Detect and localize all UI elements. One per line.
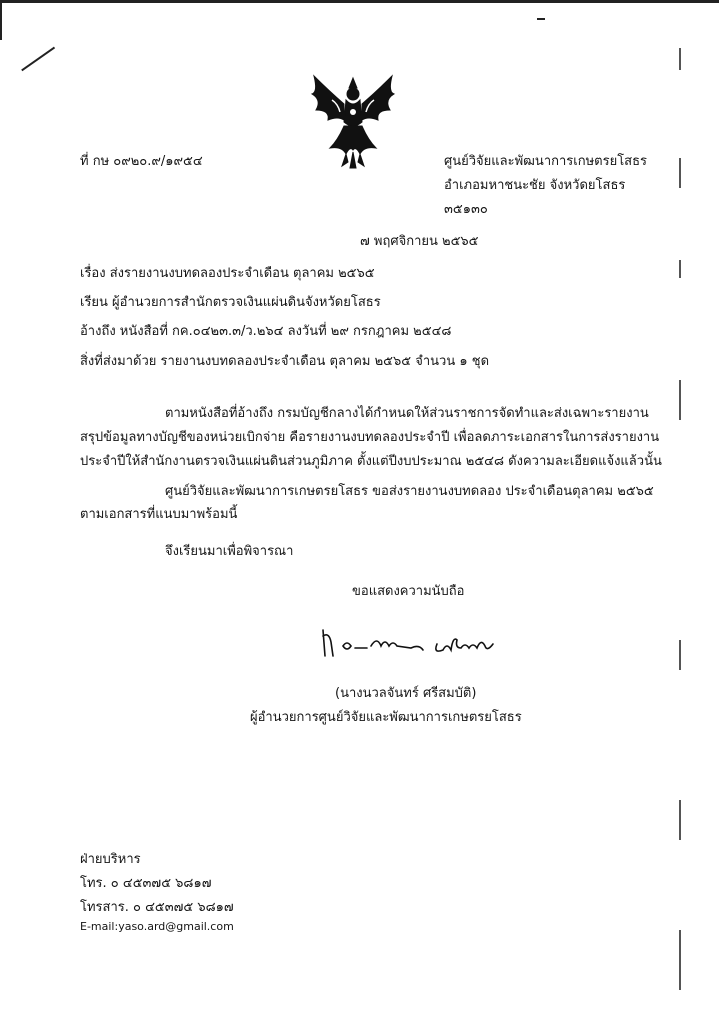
enclosure-line: สิ่งที่ส่งมาด้วย รายงานงบทดลองประจำเดือน ตุลาคม ๒๕๖๕ จำนวน ๑ ชุด — [80, 354, 490, 369]
document-number: ที่ กษ ๐๙๒๐.๙/๑๙๕๔ — [80, 154, 203, 169]
recipient-line: เรียน ผู้อำนวยการสำนักตรวจเงินแผ่นดินจังหวัดยโสธร — [80, 295, 381, 310]
scan-top-border — [0, 0, 719, 3]
sender-name: ศูนย์วิจัยและพัฒนาการเกษตรยโสธร — [444, 154, 648, 169]
scan-right-mark — [679, 48, 681, 70]
garuda-emblem-icon — [308, 70, 398, 170]
body-p1-line1: ตามหนังสือที่อ้างถึง กรมบัญชีกลางได้กำหนดให้ส่วนราชการจัดทำและส่งเฉพาะรายงาน — [165, 406, 649, 421]
sender-postcode: ๓๕๑๓๐ — [444, 202, 488, 217]
body-p1-line2: สรุปข้อมูลทางบัญชีของหน่วยเบิกจ่าย คือรายงานงบทดลองประจำปี เพื่อลดภาระเอกสารในการส่งรายงาน — [80, 430, 660, 445]
document-date: ๗ พฤศจิกายน ๒๕๖๕ — [360, 234, 479, 249]
footer-phone: โทร. ๐ ๔๕๓๗๕ ๖๘๑๗ — [80, 876, 212, 891]
scan-mark — [21, 47, 55, 71]
body-p2-line1: ศูนย์วิจัยและพัฒนาการเกษตรยโสธร ขอส่งรายงานงบทดลอง ประจำเดือนตุลาคม ๒๕๖๕ — [165, 484, 654, 499]
body-p2-line2: ตามเอกสารที่แนบมาพร้อมนี้ — [80, 507, 238, 522]
reference-line: อ้างถึง หนังสือที่ กค.๐๔๒๓.๓/ว.๒๖๔ ลงวันที่ ๒๙ กรกฎาคม ๒๕๔๘ — [80, 324, 452, 339]
scan-left-border — [0, 0, 2, 40]
body-p1-line3: ประจำปีให้สำนักงานตรวจเงินแผ่นดินส่วนภูมิภาค ตั้งแต่ปีงบประมาณ ๒๕๔๘ ดังความละเอียดแจ้งแล้วนั้น — [80, 454, 662, 469]
signer-title: ผู้อำนวยการศูนย์วิจัยและพัฒนาการเกษตรยโสธร — [250, 710, 522, 725]
scan-right-mark — [679, 800, 681, 840]
footer-department: ฝ่ายบริหาร — [80, 852, 141, 867]
footer-fax: โทรสาร. ๐ ๔๕๓๗๕ ๖๘๑๗ — [80, 900, 234, 915]
scan-right-mark — [679, 158, 681, 188]
scan-right-mark — [679, 260, 681, 278]
footer-email: E-mail:yaso.ard@gmail.com — [80, 920, 234, 933]
subject-line: เรื่อง ส่งรายงานงบทดลองประจำเดือน ตุลาคม ๒๕๖๕ — [80, 266, 375, 281]
scan-right-mark — [679, 930, 681, 990]
scan-right-mark — [679, 640, 681, 670]
signer-name: (นางนวลจันทร์ ศรีสมบัติ) — [335, 686, 477, 701]
scan-right-mark — [679, 380, 681, 420]
closing-line: ขอแสดงความนับถือ — [352, 584, 465, 599]
body-p3: จึงเรียนมาเพื่อพิจารณา — [165, 544, 294, 559]
sender-district: อำเภอมหาชนะชัย จังหวัดยโสธร — [444, 178, 626, 193]
signature-icon — [315, 622, 525, 662]
scan-dash — [537, 18, 545, 20]
